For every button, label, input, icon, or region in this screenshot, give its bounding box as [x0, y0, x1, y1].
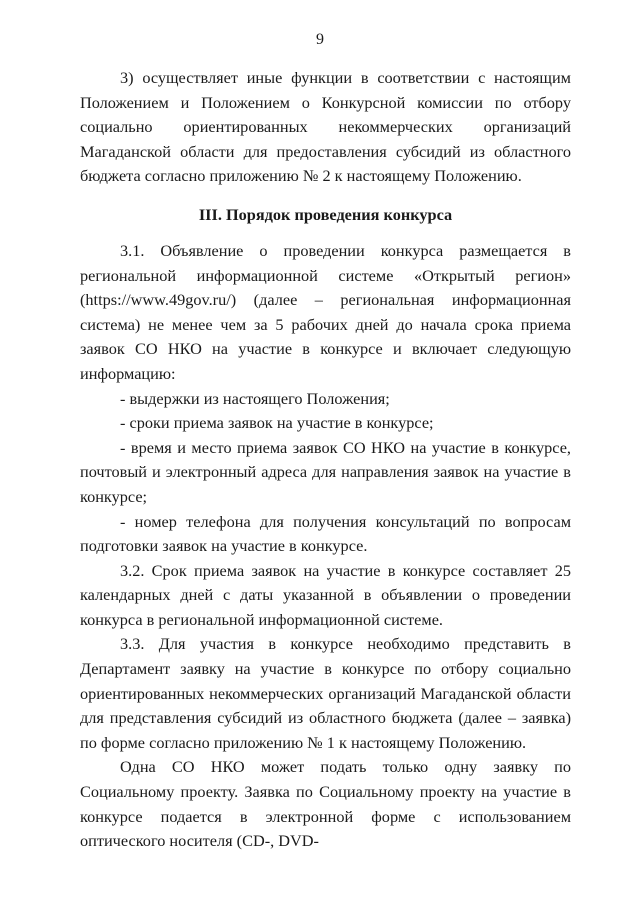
paragraph-functions: 3) осуществляет иные функции в соответствии с настоящим Положением и Положением о Конкурсной комиссии по отбору социально ориентированных некоммерческих организаций Магаданской области для предоставления субсидий из областного бюджета согласно приложению № 2 к настоящему Положению.	[80, 68, 571, 186]
list-item-deadlines: - сроки приема заявок на участие в конкурсе;	[120, 413, 434, 433]
list-item-phone: - номер телефона для получения консультаций по вопросам подготовки заявок на участие в конкурсе.	[80, 511, 571, 556]
paragraph-3-1: 3.1. Объявление о проведении конкурса размещается в региональной информационной системе «Открытый регион» (https://www.49gov.ru/) (далее – региональная информационная система) не менее чем за 5 рабочих дней до начала срока приема заявок СО НКО на участие в конкурсе и включает следующую информацию:	[80, 240, 571, 383]
page-number: 9	[316, 31, 324, 48]
paragraph-3-2: 3.2. Срок приема заявок на участие в конкурсе составляет 25 календарных дней с даты указанной в объявлении о проведении конкурса в региональной информационной системе.	[80, 560, 571, 629]
section-heading: III. Порядок проведения конкурса	[198, 204, 453, 224]
paragraph-3-3: 3.3. Для участия в конкурсе необходимо представить в Департамент заявку на участие в конкурсе по отбору социально ориентированных некоммерческих организаций Магаданской области для представления субсидий из областного бюджета (далее – заявка) по форме согласно приложению № 1 к настоящему Положению.	[80, 634, 571, 752]
list-item-excerpts: - выдержки из настоящего Положения;	[120, 388, 390, 408]
document-body	[80, 66, 571, 854]
paragraph-one-application: Одна СО НКО может подать только одну заявку по Социальному проекту. Заявка по Социальному проекту на участие в конкурсе подается в электронной форме с использованием оптического носителя (CD-, DVD-	[80, 757, 571, 851]
list-item-time-place: - время и место приема заявок СО НКО на участие в конкурсе, почтовый и электронный адреса для направления заявок на участие в конкурсе;	[80, 437, 571, 506]
